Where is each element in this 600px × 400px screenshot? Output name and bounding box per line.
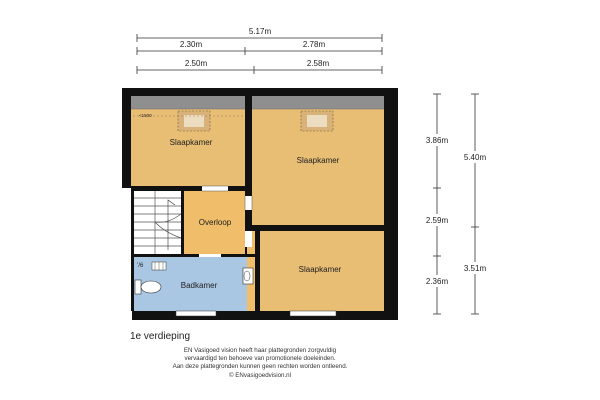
dim-total-width: 5.17m [248, 27, 272, 36]
dim-upper-left: 2.30m [179, 40, 203, 49]
label-slaapkamer-1: Slaapkamer [169, 138, 213, 147]
disclaimer-line: Aan deze plattegronden kunnen geen rechten worden ontleend. [172, 363, 348, 371]
dim-right-d: 3.51m [463, 264, 487, 273]
skylight-right [301, 111, 333, 131]
dim-right-a: 3.86m [425, 136, 449, 145]
dim-upper-right: 2.78m [302, 40, 326, 49]
headroom-marker: <1500 [139, 113, 152, 118]
bath-small-marker: ʻ/6 [137, 263, 144, 269]
dim-lower-right: 2.58m [306, 59, 330, 68]
dimension-lines-top [137, 34, 382, 74]
disclaimer [110, 347, 410, 380]
label-badkamer: Badkamer [180, 281, 218, 290]
roof-strip-right [252, 96, 384, 109]
toilet [135, 280, 161, 294]
skylight-left [178, 111, 210, 131]
dim-right-c: 2.36m [425, 277, 449, 286]
disclaimer-copyright: © ENvasigoedvision.nl [229, 371, 291, 379]
dim-right-total: 5.40m [463, 153, 487, 162]
dim-right-b: 2.59m [425, 216, 449, 225]
disclaimer-line: vervaardigd ten behoeve van promotionele doeleinden. [184, 355, 336, 363]
dim-lower-left: 2.50m [184, 59, 208, 68]
label-slaapkamer-2: Slaapkamer [296, 156, 340, 165]
sink [243, 268, 253, 284]
floor-label: 1e verdieping [130, 331, 191, 342]
radiator [152, 262, 166, 270]
roof-strip-left [131, 96, 245, 109]
disclaimer-line: EN Vasigoed vision heeft haar plattegronden zorgvuldig [183, 347, 337, 354]
label-overloop: Overloop [198, 218, 232, 227]
label-slaapkamer-3: Slaapkamer [298, 265, 342, 274]
